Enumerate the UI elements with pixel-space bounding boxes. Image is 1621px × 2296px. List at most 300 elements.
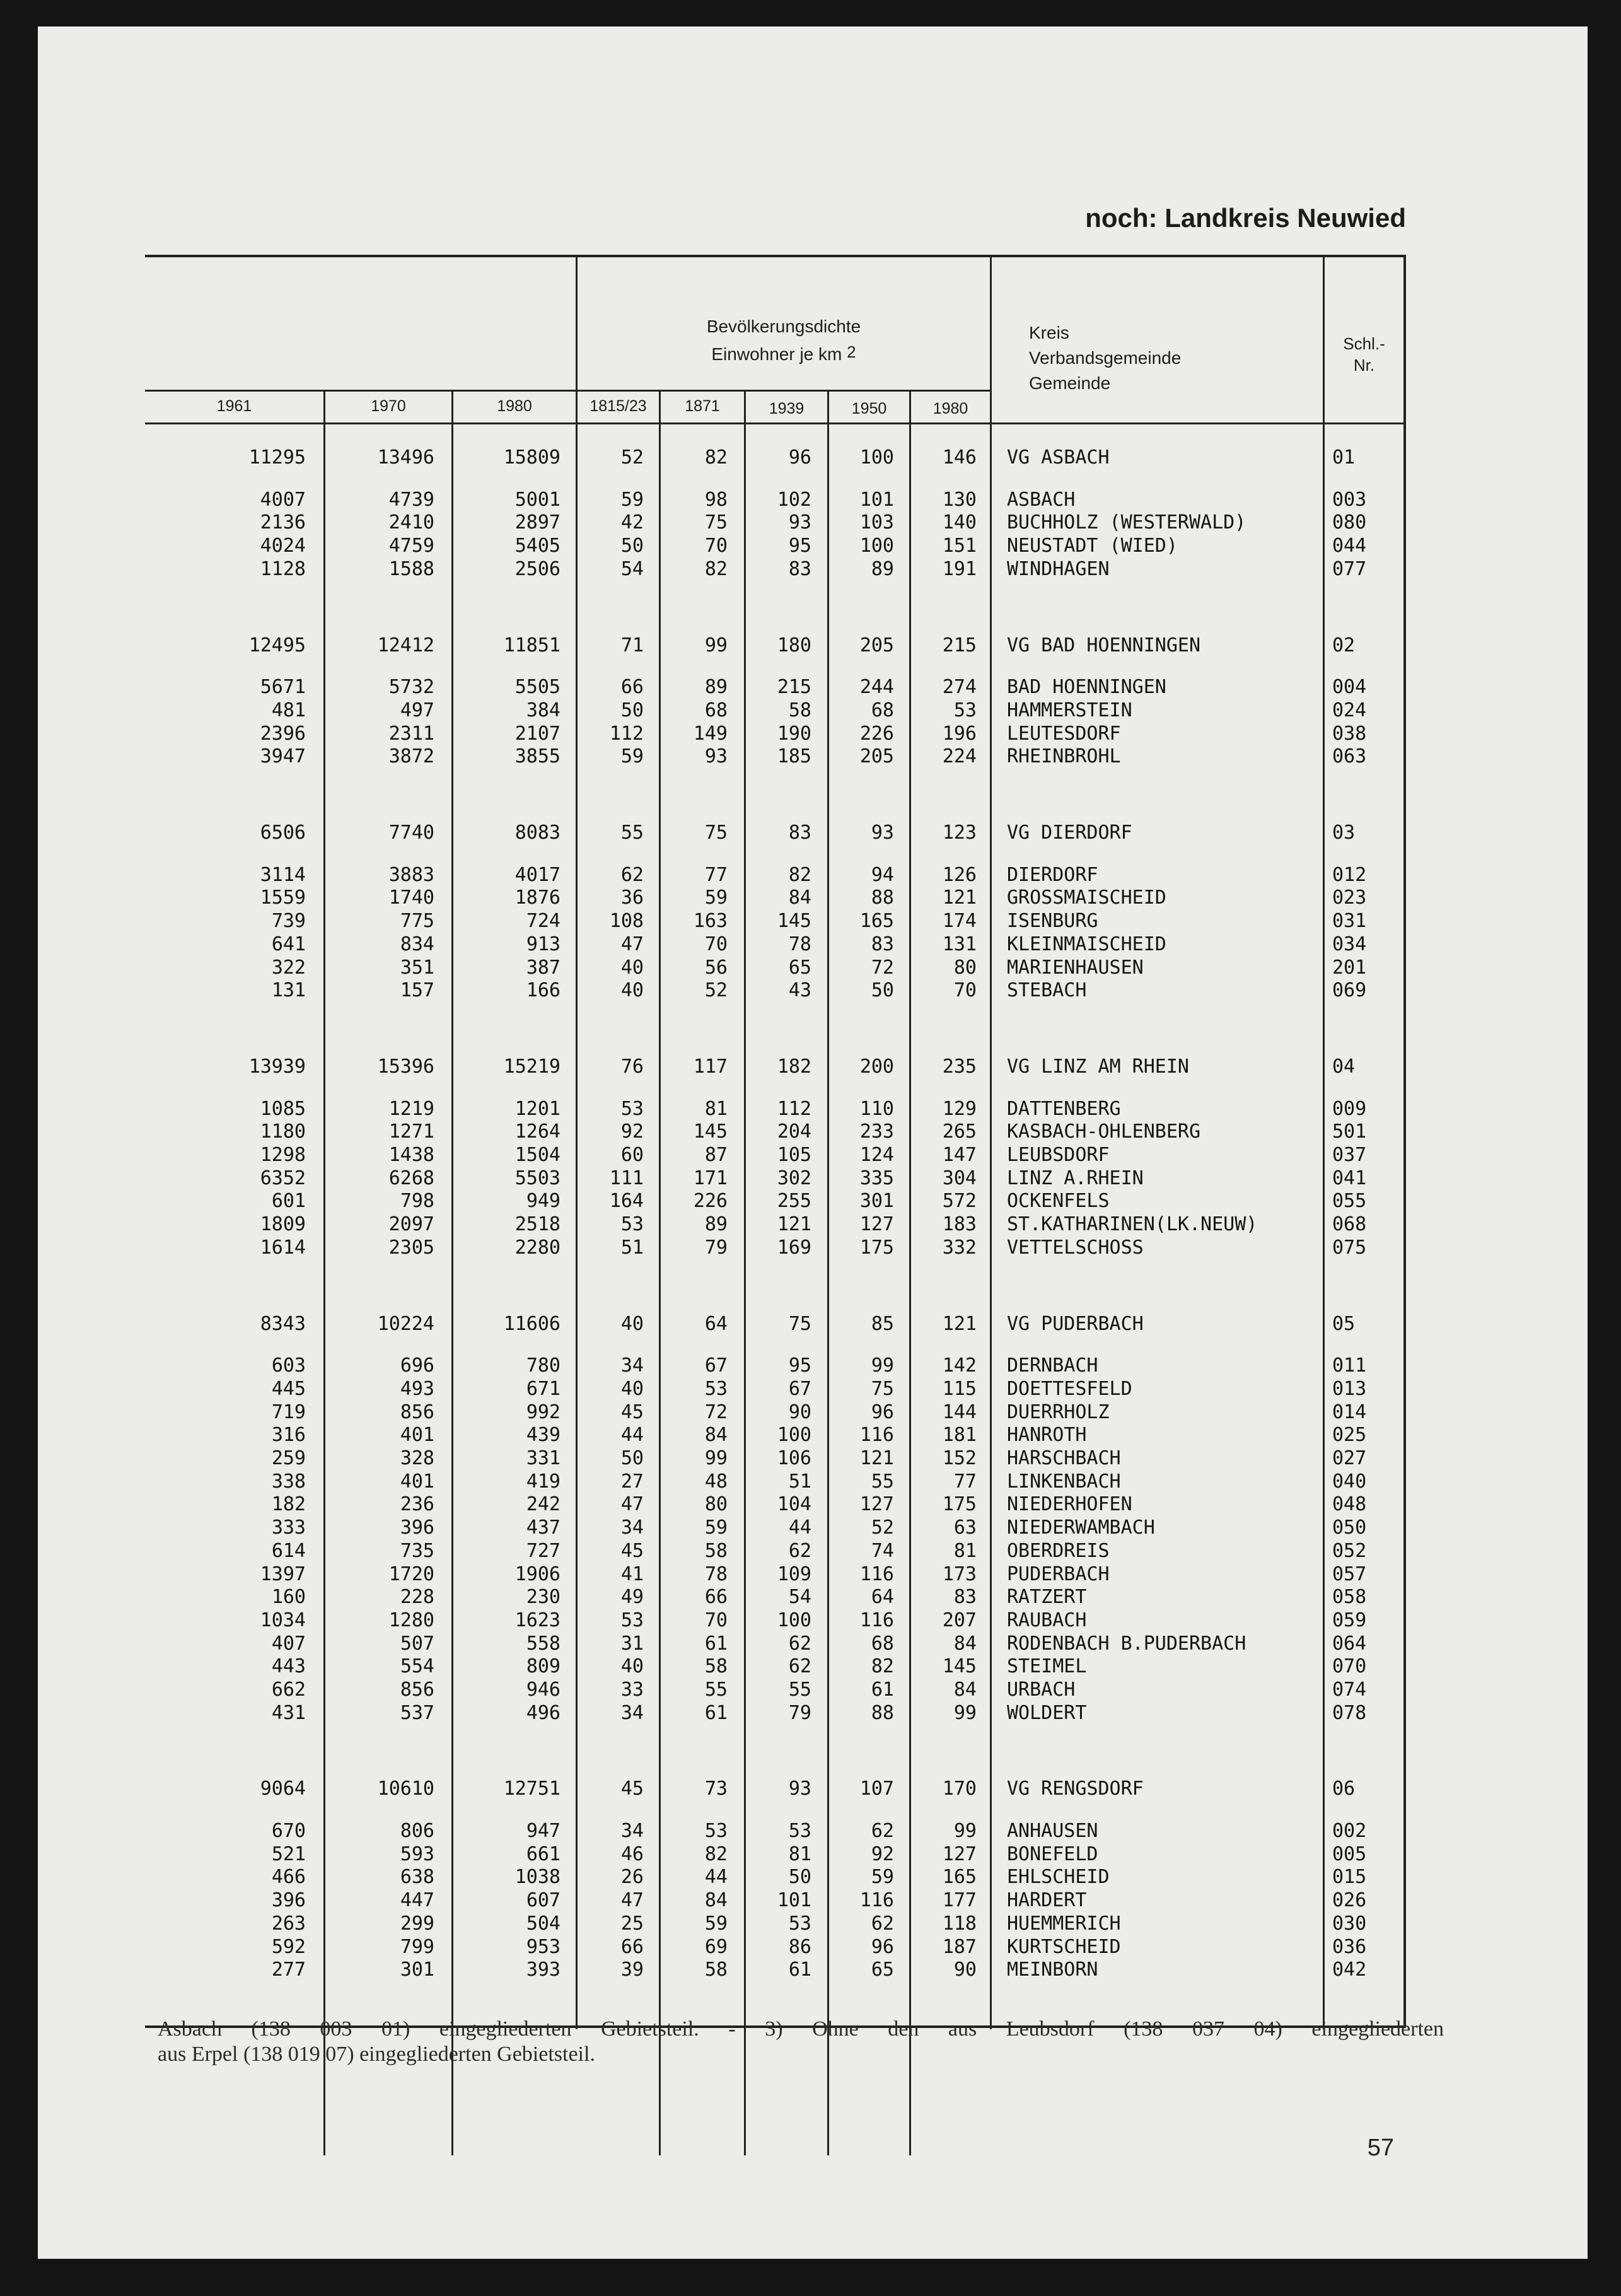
cell-d1815: 66 [620, 1936, 644, 1958]
cell-d1950: 110 [859, 1098, 894, 1120]
cell-d1980: 173 [942, 1563, 977, 1585]
cell-code: 069 [1332, 979, 1367, 1001]
table-row [145, 1121, 1406, 1143]
cell-p80: 4017 [514, 864, 561, 886]
cell-code: 058 [1332, 1586, 1367, 1608]
cell-code: 036 [1332, 1936, 1367, 1958]
cell-d1980: 147 [942, 1144, 977, 1166]
vg-summary-row [145, 634, 1406, 657]
cell-p70: 856 [400, 1401, 434, 1423]
cell-d1815: 92 [620, 1121, 644, 1143]
cell-name: LEUBSDORF [1007, 1144, 1110, 1166]
table-row [145, 699, 1406, 722]
cell-d1980: 121 [942, 887, 977, 909]
table-row [145, 1655, 1406, 1678]
table-row [145, 1959, 1406, 1981]
cell-p80: 1264 [514, 1121, 561, 1143]
cell-d1950: 88 [871, 1702, 894, 1724]
cell-p61: 1559 [260, 887, 306, 909]
cell-d1871: 58 [704, 1655, 728, 1677]
table-row [145, 1633, 1406, 1655]
footnote-line1: Asbach (138 003 01) eingegliederten Gebietsteil. - 3) Ohne den aus Leubsdorf (138 037 04) eingegliederten [158, 2017, 1444, 2041]
cell-d1939: 51 [788, 1471, 811, 1493]
cell-p61: 739 [271, 910, 306, 932]
cell-p80: 1906 [514, 1563, 561, 1585]
cell-d1950: 96 [871, 1936, 894, 1958]
cell-p61: 521 [271, 1843, 306, 1865]
cell-p80: 230 [526, 1586, 561, 1608]
cell-p61: 6506 [260, 822, 306, 844]
cell-name: STEBACH [1007, 979, 1087, 1001]
cell-d1815: 34 [620, 1517, 644, 1539]
cell-code: 025 [1332, 1424, 1367, 1446]
cell-p61: 11295 [248, 446, 306, 469]
cell-p80: 11851 [503, 634, 561, 656]
cell-name: DIERDORF [1007, 864, 1098, 886]
cell-p61: 333 [271, 1517, 306, 1539]
cell-name: RODENBACH B.PUDERBACH [1007, 1633, 1246, 1655]
cell-d1871: 70 [704, 933, 728, 955]
cell-p70: 15396 [377, 1056, 434, 1078]
cell-name: LINKENBACH [1007, 1471, 1121, 1493]
cell-name: VG PUDERBACH [1007, 1313, 1144, 1335]
cell-d1950: 200 [859, 1056, 894, 1078]
cell-d1980: 140 [942, 511, 977, 533]
cell-d1815: 34 [620, 1355, 644, 1377]
cell-d1950: 83 [871, 933, 894, 955]
cell-p80: 331 [526, 1447, 561, 1469]
cell-d1939: 109 [777, 1563, 811, 1585]
cell-p61: 445 [271, 1378, 306, 1400]
kreis-header [1029, 320, 1218, 396]
cell-p80: 661 [526, 1843, 561, 1865]
cell-d1980: 304 [942, 1167, 977, 1189]
cell-d1950: 52 [871, 1517, 894, 1539]
footnote-line2: aus Erpel (138 019 07) eingegliederten Gebietsteil. [158, 2043, 595, 2066]
cell-d1939: 82 [788, 864, 811, 886]
cell-p70: 3883 [388, 864, 434, 886]
cell-d1815: 54 [620, 558, 644, 580]
cell-d1815: 53 [620, 1213, 644, 1235]
cell-p61: 277 [271, 1959, 306, 1981]
cell-d1980: 265 [942, 1121, 977, 1143]
cell-d1980: 99 [953, 1820, 977, 1842]
cell-p70: 4759 [388, 535, 434, 557]
cell-p80: 384 [526, 699, 561, 721]
cell-p61: 322 [271, 957, 306, 979]
cell-p80: 5505 [514, 676, 561, 698]
cell-d1939: 53 [788, 1820, 811, 1842]
cell-p80: 671 [526, 1378, 561, 1400]
cell-code: 034 [1332, 933, 1367, 955]
cell-d1871: 58 [704, 1540, 728, 1562]
cell-d1939: 67 [788, 1378, 811, 1400]
cell-d1871: 93 [704, 745, 728, 767]
cell-d1950: 127 [859, 1213, 894, 1235]
table-row [145, 1517, 1406, 1539]
cell-d1871: 61 [704, 1702, 728, 1724]
cell-p70: 157 [400, 979, 434, 1001]
table-row [145, 1144, 1406, 1167]
cell-d1950: 233 [859, 1121, 894, 1143]
cell-d1939: 81 [788, 1843, 811, 1865]
cell-p70: 301 [400, 1959, 434, 1981]
cell-d1939: 65 [788, 957, 811, 979]
cell-d1871: 53 [704, 1378, 728, 1400]
cell-d1871: 163 [693, 910, 728, 932]
cell-d1871: 82 [704, 558, 728, 580]
cell-p80: 946 [526, 1679, 561, 1701]
cell-d1815: 44 [620, 1424, 644, 1446]
density-header-line2 [578, 339, 990, 367]
cell-d1980: 83 [953, 1586, 977, 1608]
cell-d1980: 90 [953, 1959, 977, 1981]
cell-d1871: 61 [704, 1633, 728, 1655]
cell-d1980: 77 [953, 1471, 977, 1493]
cell-p61: 1397 [260, 1563, 306, 1585]
cell-code: 023 [1332, 887, 1367, 909]
table-row [145, 1355, 1406, 1377]
cell-d1980: 131 [942, 933, 977, 955]
cell-d1980: 191 [942, 558, 977, 580]
cell-d1815: 51 [620, 1237, 644, 1259]
cell-p70: 6268 [388, 1167, 434, 1189]
cell-d1980: 207 [942, 1609, 977, 1631]
cell-name: MARIENHAUSEN [1007, 957, 1144, 979]
cell-d1950: 116 [859, 1889, 894, 1911]
cell-d1815: 36 [620, 887, 644, 909]
cell-p70: 537 [400, 1702, 434, 1724]
schl-nr-header [1325, 333, 1403, 376]
cell-name: VG ASBACH [1007, 446, 1110, 469]
cell-name: ASBACH [1007, 489, 1076, 511]
cell-p80: 558 [526, 1633, 561, 1655]
cell-code: 038 [1332, 723, 1367, 745]
cell-d1939: 204 [777, 1121, 811, 1143]
cell-p61: 338 [271, 1471, 306, 1493]
cell-p80: 1038 [514, 1866, 561, 1888]
cell-d1871: 171 [693, 1167, 728, 1189]
table-row [145, 1609, 1406, 1632]
cell-p61: 160 [271, 1586, 306, 1608]
table-row [145, 957, 1406, 979]
cell-p61: 6352 [260, 1167, 306, 1189]
table-row [145, 1563, 1406, 1586]
cell-d1980: 123 [942, 822, 977, 844]
cell-d1980: 99 [953, 1702, 977, 1724]
cell-p70: 1271 [388, 1121, 434, 1143]
cell-p80: 724 [526, 910, 561, 932]
cell-p80: 780 [526, 1355, 561, 1377]
cell-d1980: 144 [942, 1401, 977, 1423]
cell-p70: 401 [400, 1471, 434, 1493]
table-row [145, 511, 1406, 534]
table-row [145, 933, 1406, 956]
cell-d1815: 47 [620, 1493, 644, 1515]
table-row [145, 535, 1406, 557]
cell-p80: 2280 [514, 1237, 561, 1259]
document-page [38, 26, 1588, 2259]
cell-code: 002 [1332, 1820, 1367, 1842]
cell-p70: 806 [400, 1820, 434, 1842]
cell-d1871: 77 [704, 864, 728, 886]
cell-d1950: 55 [871, 1471, 894, 1493]
cell-p70: 554 [400, 1655, 434, 1677]
cell-d1939: 62 [788, 1633, 811, 1655]
cell-code: 074 [1332, 1679, 1367, 1701]
year-header-1871: 1871 [685, 397, 720, 415]
cell-d1939: 255 [777, 1190, 811, 1212]
cell-d1871: 53 [704, 1820, 728, 1842]
cell-code: 044 [1332, 535, 1367, 557]
cell-d1939: 83 [788, 558, 811, 580]
cell-d1815: 164 [609, 1190, 644, 1212]
cell-code: 050 [1332, 1517, 1367, 1539]
table-row [145, 1493, 1406, 1516]
cell-d1815: 66 [620, 676, 644, 698]
cell-d1871: 59 [704, 887, 728, 909]
cell-d1980: 235 [942, 1056, 977, 1078]
table-row [145, 1820, 1406, 1843]
cell-d1871: 59 [704, 1517, 728, 1539]
cell-d1939: 58 [788, 699, 811, 721]
cell-name: STEIMEL [1007, 1655, 1087, 1677]
cell-d1939: 102 [777, 489, 811, 511]
cell-code: 031 [1332, 910, 1367, 932]
cell-code: 030 [1332, 1913, 1367, 1935]
cell-p61: 1034 [260, 1609, 306, 1631]
cell-name: LEUTESDORF [1007, 723, 1121, 745]
cell-d1939: 95 [788, 535, 811, 557]
year-header-1961: 1961 [216, 397, 252, 415]
cell-d1950: 82 [871, 1655, 894, 1677]
schl-nr-header-line1: Schl.- [1343, 334, 1385, 353]
cell-p80: 5405 [514, 535, 561, 557]
cell-d1950: 335 [859, 1167, 894, 1189]
cell-p80: 166 [526, 979, 561, 1001]
cell-p61: 1809 [260, 1213, 306, 1235]
cell-p61: 641 [271, 933, 306, 955]
cell-d1871: 84 [704, 1424, 728, 1446]
cell-d1815: 108 [609, 910, 644, 932]
cell-p70: 4739 [388, 489, 434, 511]
cell-code: 070 [1332, 1655, 1367, 1677]
cell-code: 06 [1332, 1778, 1356, 1800]
cell-d1980: 152 [942, 1447, 977, 1469]
year-header-1980: 1980 [497, 397, 532, 415]
cell-code: 05 [1332, 1313, 1356, 1335]
cell-p80: 5001 [514, 489, 561, 511]
cell-p61: 662 [271, 1679, 306, 1701]
cell-p61: 407 [271, 1633, 306, 1655]
cell-d1980: 187 [942, 1936, 977, 1958]
cell-code: 01 [1332, 446, 1356, 469]
cell-d1815: 47 [620, 933, 644, 955]
cell-name: NEUSTADT (WIED) [1007, 535, 1178, 557]
cell-p70: 236 [400, 1493, 434, 1515]
table-row [145, 1378, 1406, 1401]
cell-p61: 2396 [260, 723, 306, 745]
density-header-line1: Bevölkerungsdichte [706, 317, 861, 336]
cell-p70: 228 [400, 1586, 434, 1608]
vg-summary-row [145, 1056, 1406, 1078]
density-header-unit: Einwohner je km [711, 344, 842, 364]
cell-d1980: 224 [942, 745, 977, 767]
cell-d1939: 86 [788, 1936, 811, 1958]
cell-d1950: 124 [859, 1144, 894, 1166]
cell-d1950: 94 [871, 864, 894, 886]
cell-d1980: 127 [942, 1843, 977, 1865]
cell-p61: 603 [271, 1355, 306, 1377]
cell-name: PUDERBACH [1007, 1563, 1110, 1585]
cell-p70: 799 [400, 1936, 434, 1958]
cell-d1950: 99 [871, 1355, 894, 1377]
table-row [145, 1540, 1406, 1563]
cell-d1871: 99 [704, 1447, 728, 1469]
cell-code: 003 [1332, 489, 1367, 511]
cell-d1871: 78 [704, 1563, 728, 1585]
cell-p70: 7740 [388, 822, 434, 844]
cell-p80: 8083 [514, 822, 561, 844]
cell-d1950: 103 [859, 511, 894, 533]
cell-d1815: 33 [620, 1679, 644, 1701]
cell-p61: 182 [271, 1493, 306, 1515]
cell-d1950: 116 [859, 1563, 894, 1585]
cell-d1815: 76 [620, 1056, 644, 1078]
cell-d1815: 40 [620, 1378, 644, 1400]
cell-d1815: 45 [620, 1401, 644, 1423]
cell-d1815: 34 [620, 1820, 644, 1842]
cell-d1815: 27 [620, 1471, 644, 1493]
cell-d1950: 226 [859, 723, 894, 745]
cell-d1815: 26 [620, 1866, 644, 1888]
cell-d1871: 89 [704, 676, 728, 698]
cell-p70: 401 [400, 1424, 434, 1446]
cell-d1980: 84 [953, 1679, 977, 1701]
table-row [145, 1702, 1406, 1725]
cell-d1980: 129 [942, 1098, 977, 1120]
cell-p61: 259 [271, 1447, 306, 1469]
cell-d1950: 244 [859, 676, 894, 698]
cell-d1871: 72 [704, 1401, 728, 1423]
cell-code: 026 [1332, 1889, 1367, 1911]
cell-d1980: 146 [942, 446, 977, 469]
cell-d1939: 61 [788, 1959, 811, 1981]
cell-d1871: 82 [704, 446, 728, 469]
cell-d1939: 106 [777, 1447, 811, 1469]
kreis-header-line2: Verbandsgemeinde [1029, 348, 1182, 368]
cell-d1815: 46 [620, 1843, 644, 1865]
cell-d1980: 170 [942, 1778, 977, 1800]
cell-code: 075 [1332, 1237, 1367, 1259]
cell-d1939: 100 [777, 1609, 811, 1631]
cell-code: 077 [1332, 558, 1367, 580]
cell-name: BONEFELD [1007, 1843, 1098, 1865]
cell-code: 041 [1332, 1167, 1367, 1189]
cell-d1815: 71 [620, 634, 644, 656]
cell-p70: 5732 [388, 676, 434, 698]
cell-d1815: 59 [620, 745, 644, 767]
cell-p80: 2107 [514, 723, 561, 745]
cell-d1871: 82 [704, 1843, 728, 1865]
cell-name: BUCHHOLZ (WESTERWALD) [1007, 511, 1246, 533]
cell-p80: 5503 [514, 1167, 561, 1189]
cell-code: 012 [1332, 864, 1367, 886]
cell-d1871: 70 [704, 535, 728, 557]
cell-code: 037 [1332, 1144, 1367, 1166]
cell-d1980: 84 [953, 1633, 977, 1655]
table-row [145, 1471, 1406, 1493]
cell-d1871: 44 [704, 1866, 728, 1888]
cell-d1871: 48 [704, 1471, 728, 1493]
cell-d1939: 84 [788, 887, 811, 909]
cell-code: 015 [1332, 1866, 1367, 1888]
kreis-header-line1: Kreis [1029, 323, 1069, 342]
vg-summary-row [145, 1778, 1406, 1800]
cell-name: OCKENFELS [1007, 1190, 1110, 1212]
cell-d1939: 180 [777, 634, 811, 656]
cell-d1950: 75 [871, 1378, 894, 1400]
cell-d1939: 90 [788, 1401, 811, 1423]
cell-name: DERNBACH [1007, 1355, 1098, 1377]
cell-d1871: 64 [704, 1313, 728, 1335]
cell-d1815: 50 [620, 699, 644, 721]
cell-d1815: 112 [609, 723, 644, 745]
cell-p80: 809 [526, 1655, 561, 1677]
cell-p70: 12412 [377, 634, 434, 656]
cell-d1815: 40 [620, 1655, 644, 1677]
cell-d1950: 50 [871, 979, 894, 1001]
cell-d1815: 39 [620, 1959, 644, 1981]
table-row [145, 1098, 1406, 1121]
cell-d1871: 75 [704, 511, 728, 533]
cell-name: NIEDERWAMBACH [1007, 1517, 1155, 1539]
cell-name: GROSSMAISCHEID [1007, 887, 1166, 909]
cell-d1950: 62 [871, 1913, 894, 1935]
table-row [145, 1889, 1406, 1912]
cell-p80: 992 [526, 1401, 561, 1423]
cell-p70: 396 [400, 1517, 434, 1539]
cell-name: VG BAD HOENNINGEN [1007, 634, 1201, 656]
cell-d1815: 31 [620, 1633, 644, 1655]
cell-code: 063 [1332, 745, 1367, 767]
cell-d1815: 34 [620, 1702, 644, 1724]
cell-p70: 2097 [388, 1213, 434, 1235]
cell-p80: 419 [526, 1471, 561, 1493]
cell-name: HARDERT [1007, 1889, 1087, 1911]
cell-d1939: 95 [788, 1355, 811, 1377]
cell-d1815: 40 [620, 979, 644, 1001]
schl-nr-header-line2: Nr. [1353, 356, 1375, 375]
cell-d1980: 181 [942, 1424, 977, 1446]
cell-d1980: 274 [942, 676, 977, 698]
cell-d1939: 53 [788, 1913, 811, 1935]
cell-d1939: 62 [788, 1540, 811, 1562]
cell-p80: 242 [526, 1493, 561, 1515]
cell-p70: 10610 [377, 1778, 434, 1800]
cell-d1980: 177 [942, 1889, 977, 1911]
cell-p80: 15809 [503, 446, 561, 469]
year-header-1980-density: 1980 [933, 400, 968, 417]
cell-d1939: 44 [788, 1517, 811, 1539]
cell-p61: 601 [271, 1190, 306, 1212]
cell-p70: 1720 [388, 1563, 434, 1585]
cell-d1939: 93 [788, 511, 811, 533]
cell-d1950: 64 [871, 1586, 894, 1608]
cell-p80: 496 [526, 1702, 561, 1724]
cell-d1950: 92 [871, 1843, 894, 1865]
cell-name: HAMMERSTEIN [1007, 699, 1132, 721]
